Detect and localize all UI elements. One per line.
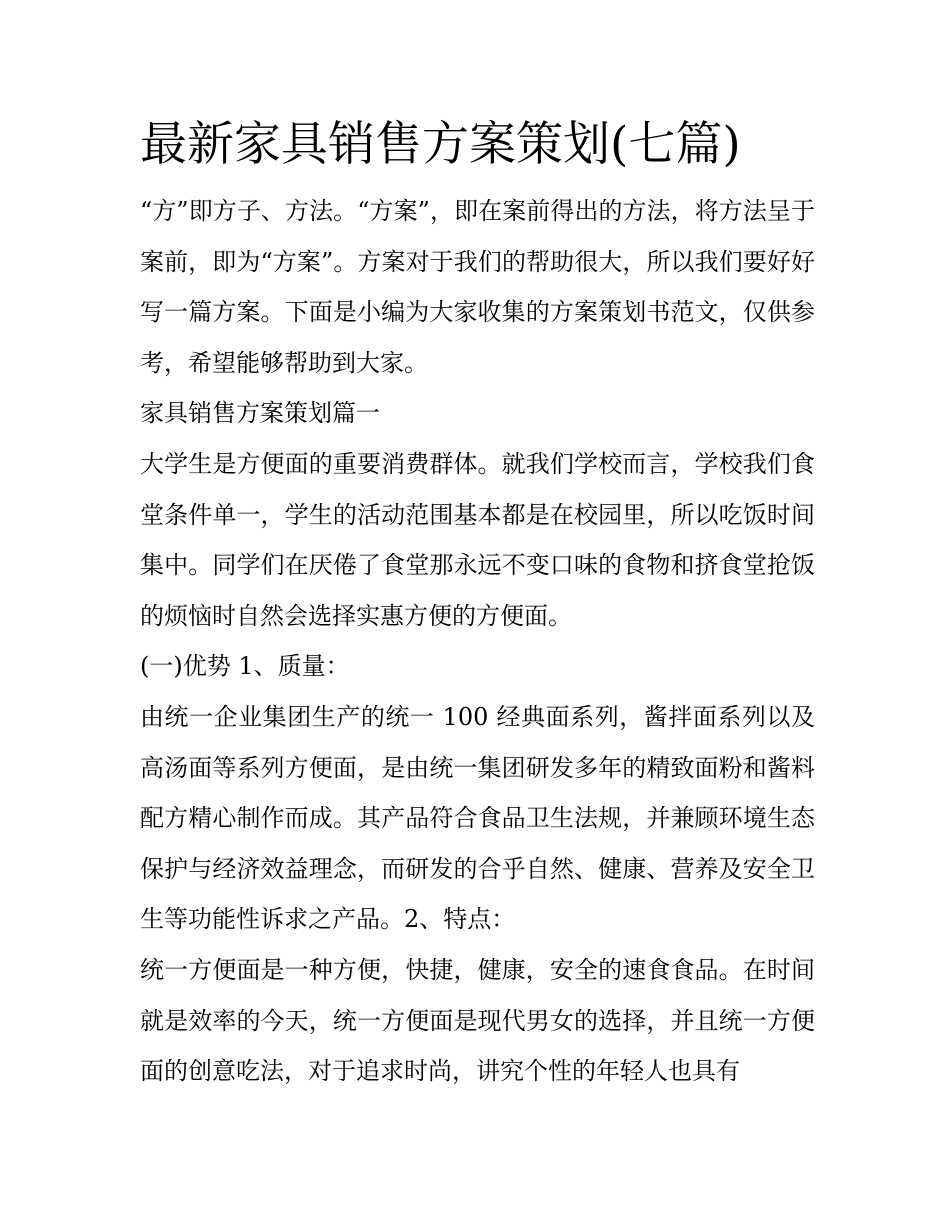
body-paragraph: 由统一企业集团生产的统一 100 经典面系列，酱拌面系列以及高汤面等系列方便面，是由统一集团研发多年的精致面粉和酱料配方精心制作而成。其产品符合食品卫生法规，并兼顾环境生态保护与经济效益理念，而研发的合乎自然、健康、营养及安全卫生等功能性诉求之产品。2、特点： (140, 702, 815, 934)
body-paragraph: 大学生是方便面的重要消费群体。就我们学校而言，学校我们食堂条件单一，学生的活动范围基本都是在校园里，所以吃饭时间集中。同学们在厌倦了食堂那永远不变口味的食物和挤食堂抢饭的烦恼时自然会选择实惠方便的方便面。 (140, 449, 815, 630)
body-paragraph: 统一方便面是一种方便，快捷，健康，安全的速食食品。在时间就是效率的今天，统一方便面是现代男女的选择，并且统一方便面的创意吃法，对于追求时尚，讲究个性的年轻人也具有 (140, 955, 815, 1086)
intro-paragraph: “方”即方子、方法。“方案”，即在案前得出的方法，将方法呈于案前，即为“方案”。方案对于我们的帮助很大，所以我们要好好写一篇方案。下面是小编为大家收集的方案策划书范文，仅供参考，希望能够帮助到大家。 (140, 197, 815, 377)
document-body (140, 112, 815, 1097)
section-heading: 家具销售方案策划篇一 (140, 399, 380, 428)
document-title: 最新家具销售方案策划(七篇) (140, 117, 741, 172)
subsection-heading: (一)优势 1、质量： (140, 652, 350, 681)
